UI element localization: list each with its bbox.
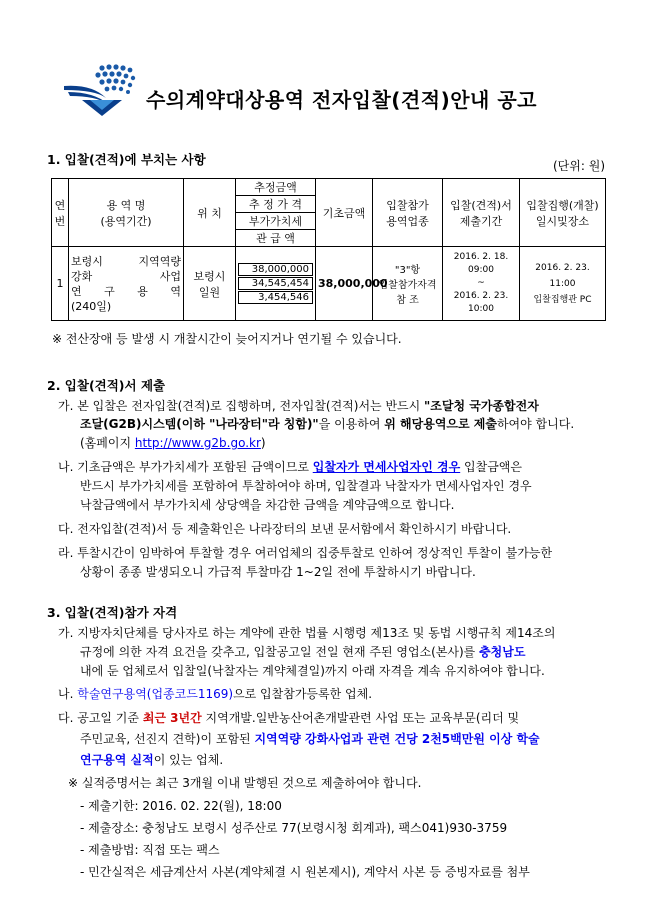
- s3-a-line1: 가. 지방자치단체를 당사자로 하는 계약에 관한 법률 시행령 제13조 및 동법 시행규칙 제14조의: [58, 626, 556, 640]
- row-location: 보령시 일원: [184, 247, 236, 321]
- unit-label: (단위: 원): [553, 159, 605, 173]
- s2-b-line2: 반드시 부가가치세를 포함하여 투찰하여야 하며, 입찰결과 낙찰자가 면세사업자인 경우: [80, 479, 532, 493]
- row-base: 38,000,000: [316, 247, 373, 321]
- period-to: 2016. 2. 23. 10:00: [453, 291, 509, 314]
- period-from: 2016. 2. 18. 09:00: [453, 252, 509, 275]
- system-note: ※ 전산장애 등 발생 시 개찰시간이 늦어지거나 연기될 수 있습니다.: [52, 332, 402, 346]
- s2-c: 다. 전자입찰(견적)서 등 제출확인은 나라장터의 보낸 문서함에서 확인하시기 바랍니다.: [58, 522, 512, 536]
- header-qual: 입찰참가 용역업종: [373, 179, 443, 247]
- table-row: [52, 247, 606, 321]
- g2b-link[interactable]: http://www.g2b.go.kr: [134, 436, 261, 450]
- s2-b-line3: 낙찰금액에서 부가가치세 상당액을 차감한 금액을 계약금액으로 합니다.: [80, 498, 455, 512]
- s3-c-line1: 다. 공고일 기준 최근 3년간 지역개발.일반농산어촌개발관련 사업 또는 교육부문(리더 및: [58, 711, 520, 725]
- row-gov: 3,454,546: [238, 291, 313, 304]
- header-open: 입찰집행(개찰) 일시및장소: [520, 179, 606, 247]
- s3-a-line3: 내에 둔 업체로서 입찰일(낙찰자는 계약체결일)까지 아래 자격을 계속 유지하여야 합니다.: [80, 664, 545, 678]
- s3-c-line2: 주민교육, 선진지 견학)이 포함된 지역역량 강화사업과 관련 건당 2천5백만원 이상 학술: [80, 732, 540, 746]
- page-title: 수의계약대상용역 전자입찰(견적)안내 공고: [146, 88, 537, 112]
- open-place: 입찰집행관 PC: [533, 294, 592, 305]
- section1-heading: 1. 입찰(견적)에 부치는 사항: [47, 152, 206, 167]
- s3-c-line3: 연구용역 실적이 있는 업체.: [80, 753, 224, 767]
- s3-item-method: - 제출방법: 직접 또는 팩스: [80, 843, 220, 857]
- header-est: 추정금액: [236, 179, 316, 196]
- s3-item-place: - 제출장소: 충청남도 보령시 성주산로 77(보령시청 회계과), 팩스041)930-3759: [80, 821, 508, 835]
- s3-b: 나. 학술연구용역(업종코드1169)으로 입찰참가등록한 업체.: [58, 687, 373, 701]
- header-vat: 부가가치세: [236, 213, 316, 230]
- s2-a-line2: 조달(G2B)시스템(이하 "나라장터"라 칭함)"을 이용하여 위 해당용역으로 제출하여야 합니다.: [80, 417, 575, 431]
- section2-heading: 2. 입찰(견적)서 제출: [47, 378, 166, 393]
- organization-logo: [62, 60, 146, 120]
- open-time: 2016. 2. 23. 11:00: [535, 262, 590, 289]
- s2-d-line1: 라. 투찰시간이 임박하여 투찰할 경우 여러업체의 집중투찰로 인하여 정상적인 투찰이 불가능한: [58, 546, 553, 560]
- s3-item-deadline: - 제출기한: 2016. 02. 22(월), 18:00: [80, 799, 282, 813]
- section3-heading: 3. 입찰(견적)참가 자격: [47, 605, 178, 620]
- row-qual: "3"항 입찰참가자격 참 조: [373, 247, 443, 321]
- header-period: 입찰(견적)서 제출기간: [443, 179, 520, 247]
- row-vat: 34,545,454: [238, 277, 313, 290]
- s3-note: ※ 실적증명서는 최근 3개월 이내 발행된 것으로 제출하여야 합니다.: [68, 776, 422, 790]
- row-name: 보령시 지역역량 강화 사업 연 구 용 역 (240일): [69, 247, 184, 321]
- s3-item-private: - 민간실적은 세금계산서 사본(계약체결 시 원본제시), 계약서 사본 등 증빙자료를 첨부: [80, 865, 530, 879]
- s3-a-line2: 규정에 의한 자격 요건을 갖추고, 입찰공고일 전일 현재 주된 영업소(본사)를 충청남도: [80, 645, 526, 659]
- s2-a-line3: (홈페이지 http://www.g2b.go.kr): [80, 436, 266, 450]
- s2-b-line1: 나. 기초금액은 부가가치세가 포함된 금액이므로 입찰자가 면세사업자인 경우 입찰금액은: [58, 460, 522, 474]
- s2-d-line2: 상황이 종종 발생되오니 가급적 투찰마감 1~2일 전에 투찰하시기 바랍니다.: [80, 565, 476, 579]
- header-no: 연 번: [52, 179, 69, 247]
- header-est-price: 추 정 가 격: [236, 196, 316, 213]
- header-name: 용 역 명 (용역기간): [69, 179, 184, 247]
- row-est-price: 38,000,000: [238, 263, 313, 276]
- header-location: 위 치: [184, 179, 236, 247]
- period-sep: ~: [477, 278, 485, 288]
- bid-table: [51, 178, 606, 321]
- header-gov: 관 급 액: [236, 230, 316, 247]
- header-base: 기초금액: [316, 179, 373, 247]
- row-no: 1: [52, 247, 69, 321]
- s2-a-line1: 가. 본 입찰은 전자입찰(견적)로 집행하며, 전자입찰(견적)서는 반드시 "조달청 국가종합전자: [58, 399, 539, 413]
